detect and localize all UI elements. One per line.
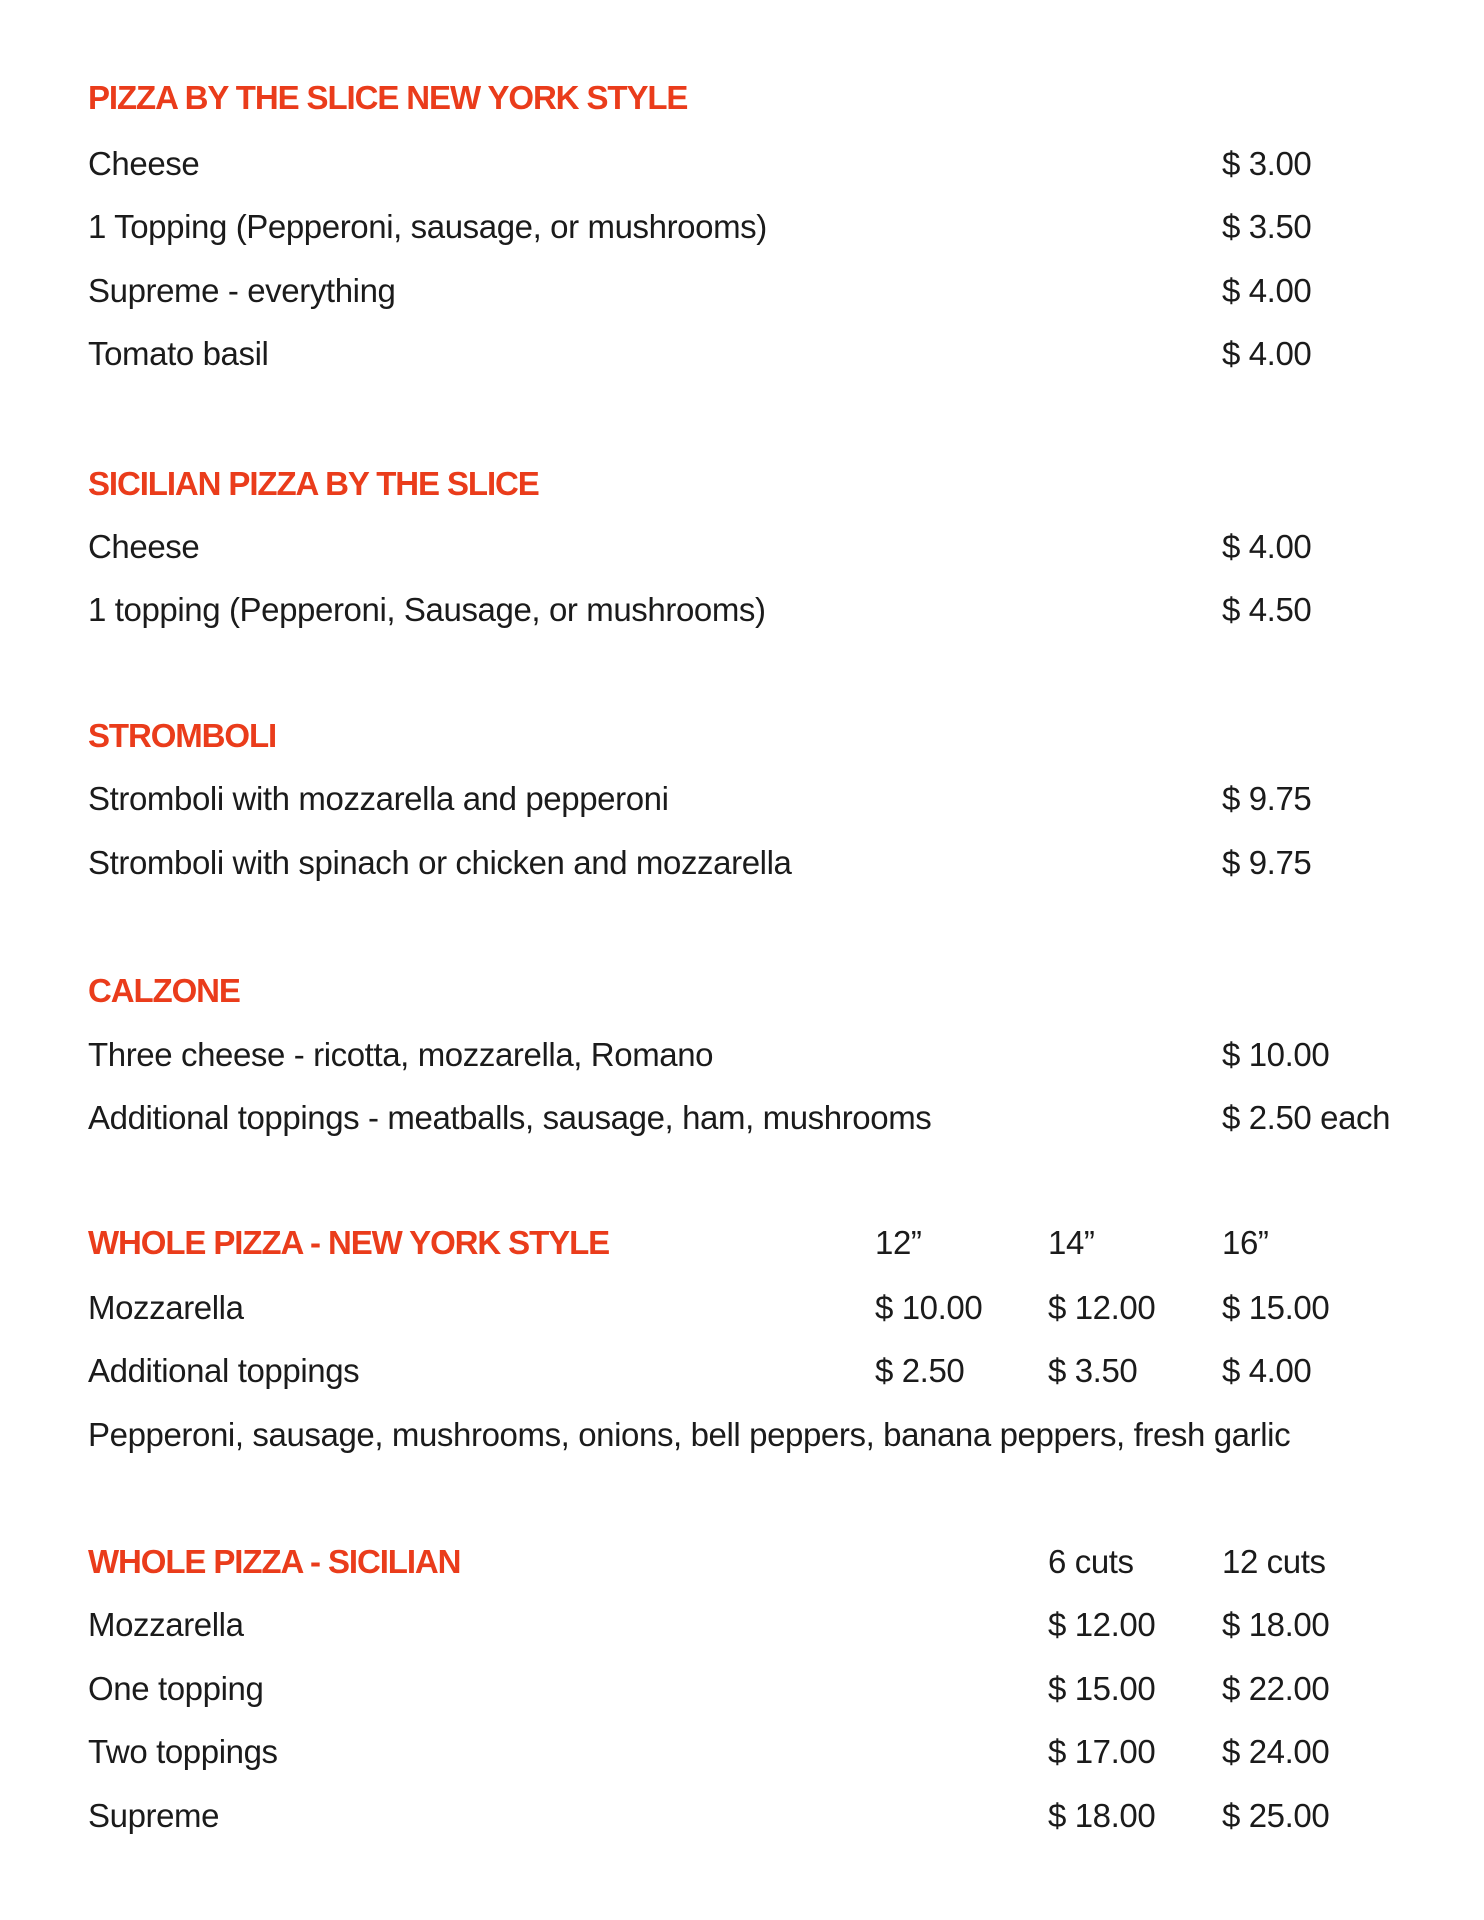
menu-item-name: Supreme - everything xyxy=(88,272,396,309)
menu-item-price: $ 2.50 each xyxy=(1222,1099,1391,1136)
size-column-header: 12” xyxy=(875,1224,922,1261)
menu-item-price: $ 15.00 xyxy=(1048,1670,1156,1707)
menu-item-row xyxy=(0,1351,1484,1397)
menu-item-name: Three cheese - ricotta, mozzarella, Romano xyxy=(88,1036,714,1073)
menu-item-name: Cheese xyxy=(88,145,200,182)
section-heading: WHOLE PIZZA - SICILIAN xyxy=(88,1543,461,1580)
menu-item-price: $ 22.00 xyxy=(1222,1670,1330,1707)
menu-item-price: $ 3.00 xyxy=(1222,145,1312,182)
menu-item-price: $ 9.75 xyxy=(1222,844,1312,881)
toppings-note: Pepperoni, sausage, mushrooms, onions, bell peppers, banana peppers, fresh garlic xyxy=(88,1416,1291,1453)
section-calzone xyxy=(0,971,1484,1017)
size-column-header: 14” xyxy=(1048,1224,1095,1261)
menu-item-row xyxy=(0,779,1484,825)
menu-item-row xyxy=(0,1098,1484,1144)
menu-item-price: $ 3.50 xyxy=(1222,208,1312,245)
menu-item-price: $ 12.00 xyxy=(1048,1606,1156,1643)
menu-item-name: Mozzarella xyxy=(88,1289,244,1326)
menu-item-row xyxy=(0,1669,1484,1715)
menu-item-price: $ 18.00 xyxy=(1222,1606,1330,1643)
menu-item-price: $ 15.00 xyxy=(1222,1289,1330,1326)
menu-item-price: $ 25.00 xyxy=(1222,1797,1330,1834)
menu-item-row xyxy=(0,1035,1484,1081)
section-heading: PIZZA BY THE SLICE NEW YORK STYLE xyxy=(88,79,688,116)
menu-item-name: Supreme xyxy=(88,1797,220,1834)
section-whole-sicilian xyxy=(0,1542,1484,1588)
menu-item-row xyxy=(0,590,1484,636)
menu-item-price: $ 18.00 xyxy=(1048,1797,1156,1834)
size-column-header: 16” xyxy=(1222,1224,1269,1261)
section-sicilian-slice xyxy=(0,464,1484,510)
menu-item-name: Stromboli with mozzarella and pepperoni xyxy=(88,780,669,817)
menu-item-price: $ 4.00 xyxy=(1222,272,1312,309)
menu-item-name: Tomato basil xyxy=(88,335,269,372)
menu-item-name: Additional toppings - meatballs, sausage, ham, mushrooms xyxy=(88,1099,932,1136)
menu-item-price: $ 9.75 xyxy=(1222,780,1312,817)
menu-item-name: Additional toppings xyxy=(88,1352,360,1389)
menu-item-row xyxy=(0,1605,1484,1651)
menu-item-price: $ 10.00 xyxy=(1222,1036,1330,1073)
menu-item-row xyxy=(0,527,1484,573)
menu-item-row xyxy=(0,271,1484,317)
menu-item-name: Mozzarella xyxy=(88,1606,244,1643)
menu-item-price: $ 24.00 xyxy=(1222,1733,1330,1770)
cuts-column-header: 6 cuts xyxy=(1048,1543,1134,1580)
menu-item-name: One topping xyxy=(88,1670,264,1707)
section-heading: WHOLE PIZZA - NEW YORK STYLE xyxy=(88,1224,610,1261)
section-heading: STROMBOLI xyxy=(88,717,277,754)
cuts-column-header: 12 cuts xyxy=(1222,1543,1326,1580)
menu-item-row xyxy=(0,1288,1484,1334)
menu-item-row xyxy=(0,207,1484,253)
section-ny-slice xyxy=(0,78,1484,124)
toppings-note-row xyxy=(0,1415,1484,1461)
section-whole-ny xyxy=(0,1223,1484,1269)
menu-item-name: Two toppings xyxy=(88,1733,278,1770)
menu-item-name: 1 topping (Pepperoni, Sausage, or mushrooms) xyxy=(88,591,766,628)
section-heading: SICILIAN PIZZA BY THE SLICE xyxy=(88,465,539,502)
menu-item-price: $ 4.50 xyxy=(1222,591,1312,628)
menu-item-name: Cheese xyxy=(88,528,200,565)
menu-item-price: $ 10.00 xyxy=(875,1289,983,1326)
menu-item-row xyxy=(0,334,1484,380)
menu-item-price: $ 4.00 xyxy=(1222,335,1312,372)
menu-item-price: $ 12.00 xyxy=(1048,1289,1156,1326)
menu-item-name: 1 Topping (Pepperoni, sausage, or mushrooms) xyxy=(88,208,767,245)
menu-item-price: $ 17.00 xyxy=(1048,1733,1156,1770)
menu-item-price: $ 4.00 xyxy=(1222,528,1312,565)
menu-item-price: $ 4.00 xyxy=(1222,1352,1312,1389)
menu-item-price: $ 3.50 xyxy=(1048,1352,1138,1389)
section-stromboli xyxy=(0,716,1484,762)
menu-item-name: Stromboli with spinach or chicken and mozzarella xyxy=(88,844,792,881)
menu-item-row xyxy=(0,843,1484,889)
menu-item-row xyxy=(0,1732,1484,1778)
menu-item-row xyxy=(0,1796,1484,1842)
menu-item-row xyxy=(0,144,1484,190)
menu-item-price: $ 2.50 xyxy=(875,1352,965,1389)
section-heading: CALZONE xyxy=(88,972,240,1009)
